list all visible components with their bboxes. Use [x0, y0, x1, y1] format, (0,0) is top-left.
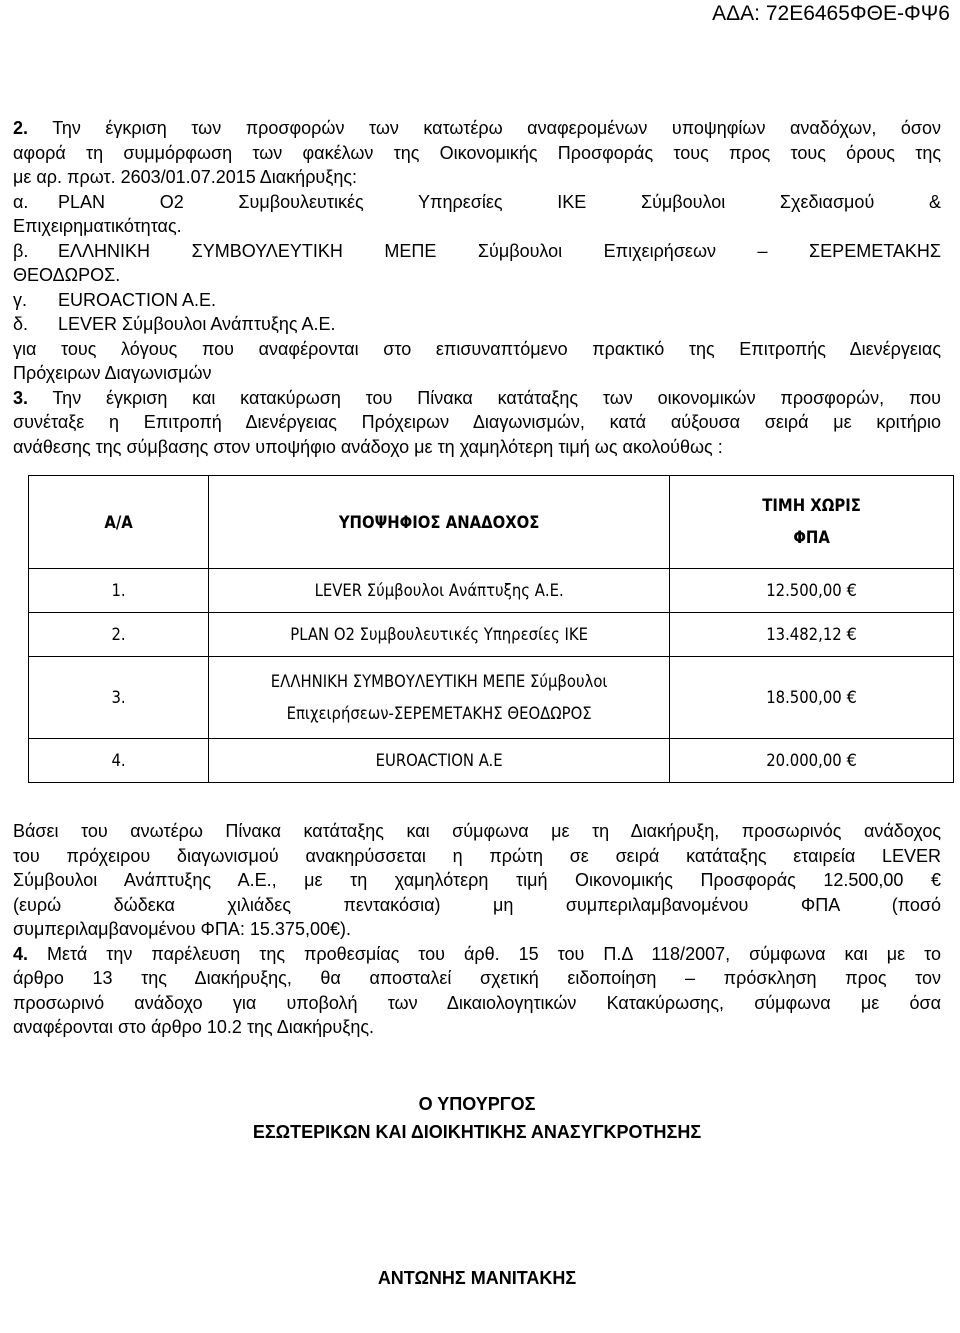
table-row	[29, 657, 954, 739]
item2-number: 2.	[13, 118, 29, 138]
item4-line3: προσωρινό ανάδοχο για υποβολή των Δικαιολογητικών Κατακύρωσης, σύμφωνα με όσα	[13, 992, 941, 1013]
signature-name: ΑΝΤΩΝΗΣ ΜΑΝΙΤΑΚΗΣ	[377, 1267, 577, 1288]
document-body	[13, 116, 941, 1292]
item3-line1	[13, 386, 941, 411]
row-price	[670, 613, 954, 657]
table-header-row	[29, 476, 954, 569]
euro-icon: €	[846, 751, 857, 770]
row-bidder-line1: ΕΛΛΗΝΙΚΗ ΣΥΜΒΟΥΛΕΥΤΙΚΗ ΜΕΠΕ Σύμβουλοι	[270, 671, 608, 691]
price-value: 20.000,00	[766, 751, 842, 770]
item2-line1	[13, 116, 941, 141]
row-aa: 4.	[29, 739, 209, 783]
item2-b	[13, 239, 941, 264]
header-price-line1: ΤΙΜΗ ΧΩΡΙΣ	[762, 496, 861, 515]
price-value: 13.482,12	[766, 625, 842, 644]
table-row	[29, 569, 954, 613]
row-bidder: PLAN O2 Συμβουλευτικές Υπηρεσίες ΙΚΕ	[209, 613, 670, 657]
item3-line2: συνέταξε η Επιτροπή Διενέργειας Πρόχειρων Διαγωνισμών, κατά αύξουσα σειρά με κριτήριο	[13, 412, 941, 432]
ranking-table	[28, 475, 954, 783]
euro-icon: €	[846, 688, 857, 707]
row-price	[670, 657, 954, 739]
conclusion-line5: συμπεριλαμβανομένου ΦΠΑ: 15.375,00€).	[13, 919, 351, 939]
signature-title2: ΕΣΩΤΕΡΙΚΩΝ ΚΑΙ ΔΙΟΙΚΗΤΙΚΗΣ ΑΝΑΣΥΓΚΡΟΤΗΣΗΣ	[252, 1121, 702, 1142]
item4-number: 4.	[13, 943, 29, 964]
item2-d-label: δ.	[13, 314, 29, 334]
row-bidder-line2: Επιχειρήσεων-ΣΕΡΕΜΕΤΑΚΗΣ ΘΕΟΔΩΡΟΣ	[286, 703, 592, 723]
header-bidder: ΥΠΟΨΗΦΙΟΣ ΑΝΑΔΟΧΟΣ	[209, 476, 670, 569]
header-price	[670, 476, 954, 569]
item3-number: 3.	[13, 387, 29, 408]
item4-line2: άρθρο 13 της Διακήρυξης, θα αποσταλεί σχετική ειδοποίηση – πρόσκληση προς τον	[13, 968, 941, 988]
header-aa: Α/Α	[29, 476, 209, 569]
item2-text1: Την έγκριση των προσφορών των κατωτέρω αναφερομένων υποψηφίων αναδόχων, όσον	[52, 118, 941, 138]
table-row	[29, 613, 954, 657]
row-bidder: EUROACTION A.E	[209, 739, 670, 783]
table-row	[29, 739, 954, 783]
item4-line1	[13, 942, 941, 967]
item2-c	[13, 288, 941, 313]
item3-text1: Την έγκριση και κατακύρωση του Πίνακα κατάταξης των οικονομικών προσφορών, που	[52, 387, 941, 408]
euro-icon: €	[846, 625, 857, 644]
row-bidder: LEVER Σύμβουλοι Ανάπτυξης Α.Ε.	[209, 569, 670, 613]
item2-line3: με αρ. πρωτ. 2603/01.07.2015 Διακήρυξης:	[13, 167, 358, 187]
row-price	[670, 739, 954, 783]
row-aa: 3.	[29, 657, 209, 739]
item3-line3: ανάθεσης της σύμβασης στον υποψήφιο ανάδοχο με τη χαμηλότερη τιμή ως ακολούθως :	[13, 436, 723, 457]
conclusion-line4: (ευρώ δώδεκα χιλιάδες πεντακόσια) μη συμπεριλαμβανομένου ΦΠΑ (ποσό	[13, 894, 941, 915]
price-value: 12.500,00	[766, 581, 842, 600]
conclusion-line3: Σύμβουλοι Ανάπτυξης Α.Ε., με τη χαμηλότερη τιμή Οικονομικής Προσφοράς 12.500,00 €	[13, 870, 941, 890]
item2-a-text: PLAN O2 Συμβουλευτικές Υπηρεσίες ΙΚΕ Σύμβουλοι Σχεδιασμού &	[58, 191, 941, 212]
item2-c-label: γ.	[13, 289, 28, 310]
item2-reason2: Πρόχειρων Διαγωνισμών	[13, 363, 212, 383]
item2-a-label: α.	[13, 191, 29, 212]
item2-d-text: LEVER Σύμβουλοι Ανάπτυξης Α.Ε.	[58, 314, 336, 334]
row-aa: 2.	[29, 613, 209, 657]
item4-line4: αναφέρονται στο άρθρο 10.2 της Διακήρυξης.	[13, 1017, 375, 1037]
conclusion-line1: Βάσει του ανωτέρω Πίνακα κατάταξης και σύμφωνα με τη Διακήρυξη, προσωρινός ανάδοχος	[13, 821, 941, 841]
conclusion-line2: του πρόχειρου διαγωνισμού ανακηρύσσεται η πρώτη σε σειρά κατάταξης εταιρεία LEVER	[13, 845, 941, 866]
item2-c-text: EUROACTION A.E.	[58, 289, 217, 310]
item2-line2: αφορά τη συμμόρφωση των φακέλων της Οικονομικής Προσφοράς τους προς τους όρους της	[13, 142, 941, 163]
price-value: 18.500,00	[766, 688, 842, 707]
ada-code: ΑΔΑ: 72Ε6465ΦΘΕ-ΦΨ6	[712, 2, 950, 25]
item4-text1: Μετά την παρέλευση της προθεσμίας του άρθ. 15 του Π.Δ 118/2007, σύμφωνα και με το	[47, 943, 941, 964]
item2-reason1: για τους λόγους που αναφέρονται στο επισυναπτόμενο πρακτικό της Επιτροπής Διενέργειας	[13, 338, 941, 359]
row-bidder	[209, 657, 670, 739]
header-price-line2: ΦΠΑ	[793, 528, 830, 547]
row-price	[670, 569, 954, 613]
item2-a-text2: Επιχειρηματικότητας.	[13, 216, 182, 236]
item2-d	[13, 312, 941, 337]
item2-b-label: β.	[13, 240, 29, 261]
item2-b-text2: ΘΕΟΔΩΡΟΣ.	[13, 265, 121, 285]
item2-a	[13, 190, 941, 215]
row-aa: 1.	[29, 569, 209, 613]
euro-icon: €	[846, 581, 857, 600]
item2-b-text: ΕΛΛΗΝΙΚΗ ΣΥΜΒΟΥΛΕΥΤΙΚΗ ΜΕΠΕ Σύμβουλοι Επιχειρήσεων – ΣΕΡΕΜΕΤΑΚΗΣ	[58, 240, 941, 261]
signature-block	[13, 1090, 941, 1146]
signature-title1: Ο ΥΠΟΥΡΓΟΣ	[418, 1093, 536, 1114]
